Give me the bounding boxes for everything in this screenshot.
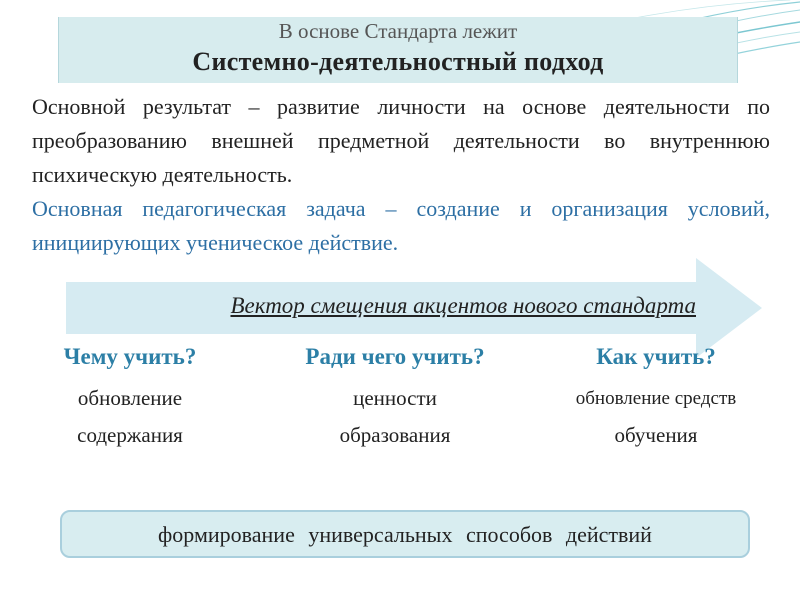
vector-arrow-label: Вектор смещения акцентов нового стандарта (230, 293, 696, 318)
slide-subtitle: В основе Стандарта лежит (278, 19, 518, 43)
column-line-2: содержания (77, 423, 183, 447)
column-line-1: обновление (77, 386, 183, 410)
main-result-paragraph: Основной результат – развитие личности на основе деятельности по преобразованию внешней предметной деятельности во внутреннюю психическую деятельность. (32, 94, 770, 187)
title-banner (58, 17, 738, 83)
pedagogical-task-paragraph: Основная педагогическая задача – создание и организация условий, инициирующих ученическое действие. (32, 196, 770, 255)
column-how-to-teach (526, 340, 786, 454)
universal-actions-text: формирование универсальных способов действий (158, 522, 652, 547)
universal-actions-box (60, 510, 750, 558)
column-why-to-teach (265, 340, 525, 454)
slide-title: Системно-деятельностный подход (192, 47, 604, 76)
question-how-to-teach: Как учить? (596, 344, 716, 369)
column-line-1: ценности (353, 386, 437, 410)
question-why-to-teach: Ради чего учить? (305, 344, 485, 369)
column-line-2: образования (339, 423, 451, 447)
column-line-2: обучения (614, 423, 698, 447)
question-what-to-teach: Чему учить? (63, 344, 197, 369)
column-line-1: обновление средств (575, 388, 737, 409)
column-what-to-teach (0, 340, 260, 454)
